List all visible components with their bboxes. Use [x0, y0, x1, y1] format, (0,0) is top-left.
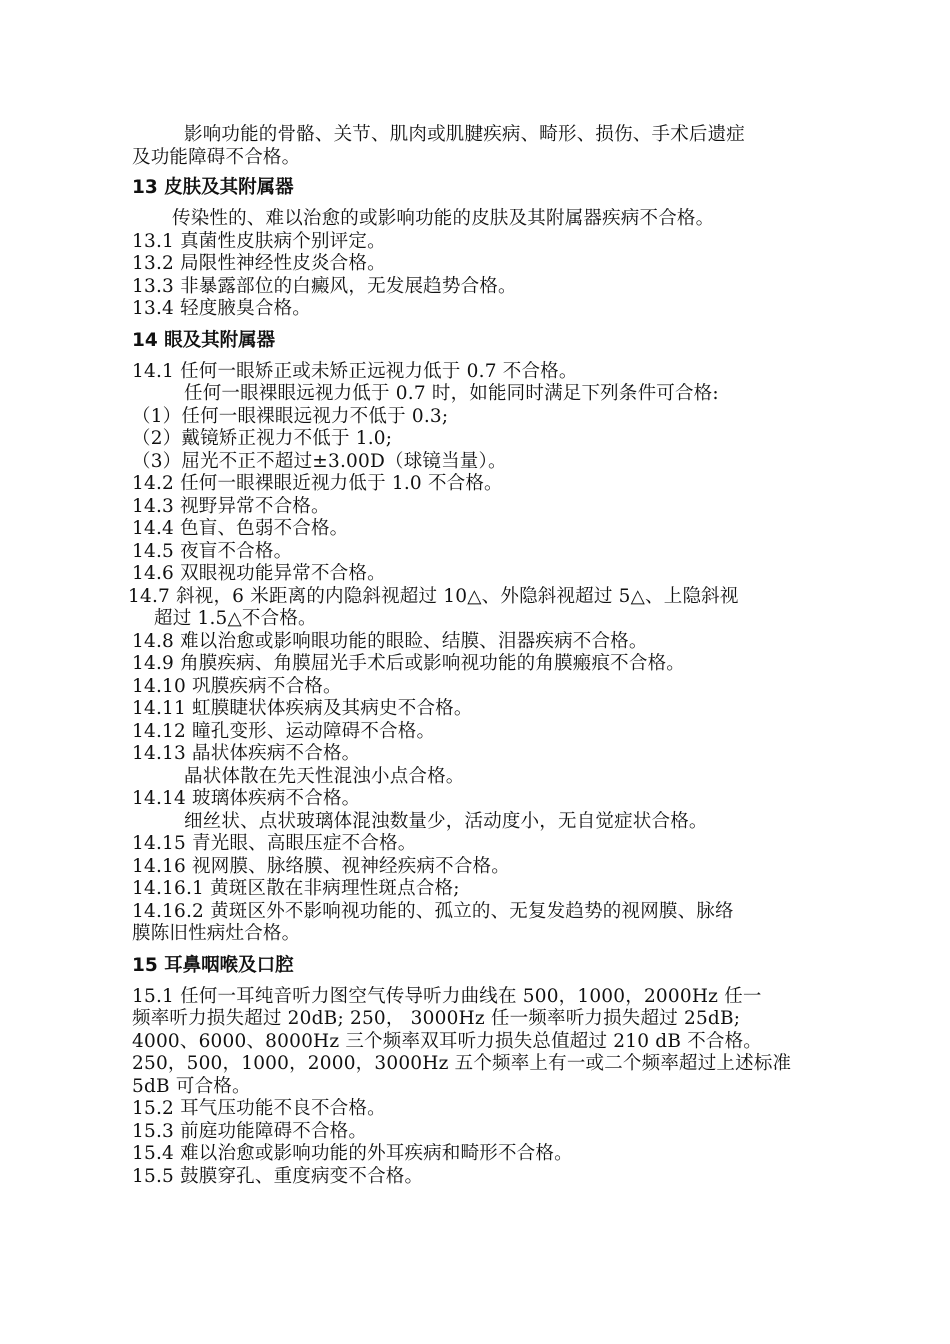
- clause-13-4: 13.4 轻度腋臭合格。: [132, 298, 311, 319]
- paragraph-line: 任何一眼裸眼远视力低于 0.7 时，如能同时满足下列条件可合格:: [184, 383, 719, 404]
- paragraph-line: 膜陈旧性病灶合格。: [132, 923, 301, 944]
- clause-13-1: 13.1 真菌性皮肤病个别评定。: [132, 230, 386, 252]
- paragraph-line: 超过 1.5△不合格。: [154, 608, 317, 629]
- paragraph-line: 及功能障碍不合格。: [132, 146, 301, 168]
- paragraph-line: 影响功能的骨骼、关节、肌肉或肌腱疾病、畸形、损伤、手术后遗症: [184, 124, 746, 145]
- clause-14-12: 14.12 瞳孔变形、运动障碍不合格。: [132, 720, 436, 742]
- paragraph-line: 4000、6000、8000Hz 三个频率双耳听力损失总值超过 210 dB 不合格。: [132, 1030, 762, 1052]
- clause-14-5: 14.5 夜盲不合格。: [132, 540, 293, 562]
- clause-14-16-2: 14.16.2 黄斑区外不影响视功能的、孤立的、无复发趋势的视网膜、脉络: [132, 900, 734, 922]
- clause-15-5: 15.5 鼓膜穿孔、重度病变不合格。: [132, 1165, 424, 1187]
- clause-14-16-1: 14.16.1 黄斑区散在非病理性斑点合格;: [132, 878, 460, 899]
- clause-14-14: 14.14 玻璃体疾病不合格。: [132, 788, 361, 809]
- list-item: （2）戴镜矫正视力不低于 1.0;: [132, 428, 393, 449]
- clause-14-8: 14.8 难以治愈或影响眼功能的眼睑、结膜、泪器疾病不合格。: [132, 630, 648, 652]
- clause-15-2: 15.2 耳气压功能不良不合格。: [132, 1098, 386, 1119]
- paragraph-line: 频率听力损失超过 20dB; 250， 3000Hz 任一频率听力损失超过 25dB;: [132, 1008, 741, 1029]
- paragraph-line: 细丝状、点状玻璃体混浊数量少，活动度小，无自觉症状合格。: [184, 810, 708, 832]
- paragraph-line: 250，500，1000，2000，3000Hz 五个频率上有一或二个频率超过上述标准: [132, 1053, 792, 1074]
- clause-14-1: 14.1 任何一眼矫正或未矫正远视力低于 0.7 不合格。: [132, 360, 578, 382]
- clause-14-3: 14.3 视野异常不合格。: [132, 495, 330, 517]
- clause-14-6: 14.6 双眼视功能异常不合格。: [132, 563, 386, 584]
- list-item: （1）任何一眼裸眼远视力不低于 0.3;: [132, 405, 449, 427]
- list-item: （3）屈光不正不超过±3.00D（球镜当量）。: [132, 450, 507, 472]
- clause-13-3: 13.3 非暴露部位的白癜风，无发展趋势合格。: [132, 275, 517, 297]
- clause-14-16: 14.16 视网膜、脉络膜、视神经疾病不合格。: [132, 855, 510, 877]
- clause-14-10: 14.10 巩膜疾病不合格。: [132, 675, 342, 697]
- clause-15-1: 15.1 任何一耳纯音听力图空气传导听力曲线在 500，1000，2000Hz 任一: [132, 985, 762, 1007]
- clause-14-9: 14.9 角膜疾病、角膜屈光手术后或影响视功能的角膜瘢痕不合格。: [132, 653, 685, 674]
- clause-14-4: 14.4 色盲、色弱不合格。: [132, 518, 349, 539]
- clause-14-11: 14.11 虹膜睫状体疾病及其病史不合格。: [132, 698, 473, 719]
- paragraph-line: 传染性的、难以治愈的或影响功能的皮肤及其附属器疾病不合格。: [172, 208, 715, 229]
- clause-15-4: 15.4 难以治愈或影响功能的外耳疾病和畸形不合格。: [132, 1143, 573, 1164]
- clause-13-2: 13.2 局限性神经性皮炎合格。: [132, 253, 386, 274]
- section-heading-14: 14 眼及其附属器: [132, 329, 276, 351]
- clause-15-3: 15.3 前庭功能障碍不合格。: [132, 1120, 368, 1142]
- section-heading-13: 13 皮肤及其附属器: [132, 177, 294, 198]
- clause-14-13: 14.13 晶状体疾病不合格。: [132, 743, 361, 764]
- clause-14-15: 14.15 青光眼、高眼压症不合格。: [132, 833, 417, 854]
- paragraph-line: 晶状体散在先天性混浊小点合格。: [184, 765, 465, 787]
- paragraph-line: 5dB 可合格。: [132, 1075, 251, 1097]
- clause-14-2: 14.2 任何一眼裸眼近视力低于 1.0 不合格。: [132, 473, 503, 494]
- section-heading-15: 15 耳鼻咽喉及口腔: [132, 954, 294, 976]
- clause-14-7: 14.7 斜视，6 米距离的内隐斜视超过 10△、外隐斜视超过 5△、上隐斜视: [128, 585, 739, 607]
- document-body: [128, 124, 822, 1188]
